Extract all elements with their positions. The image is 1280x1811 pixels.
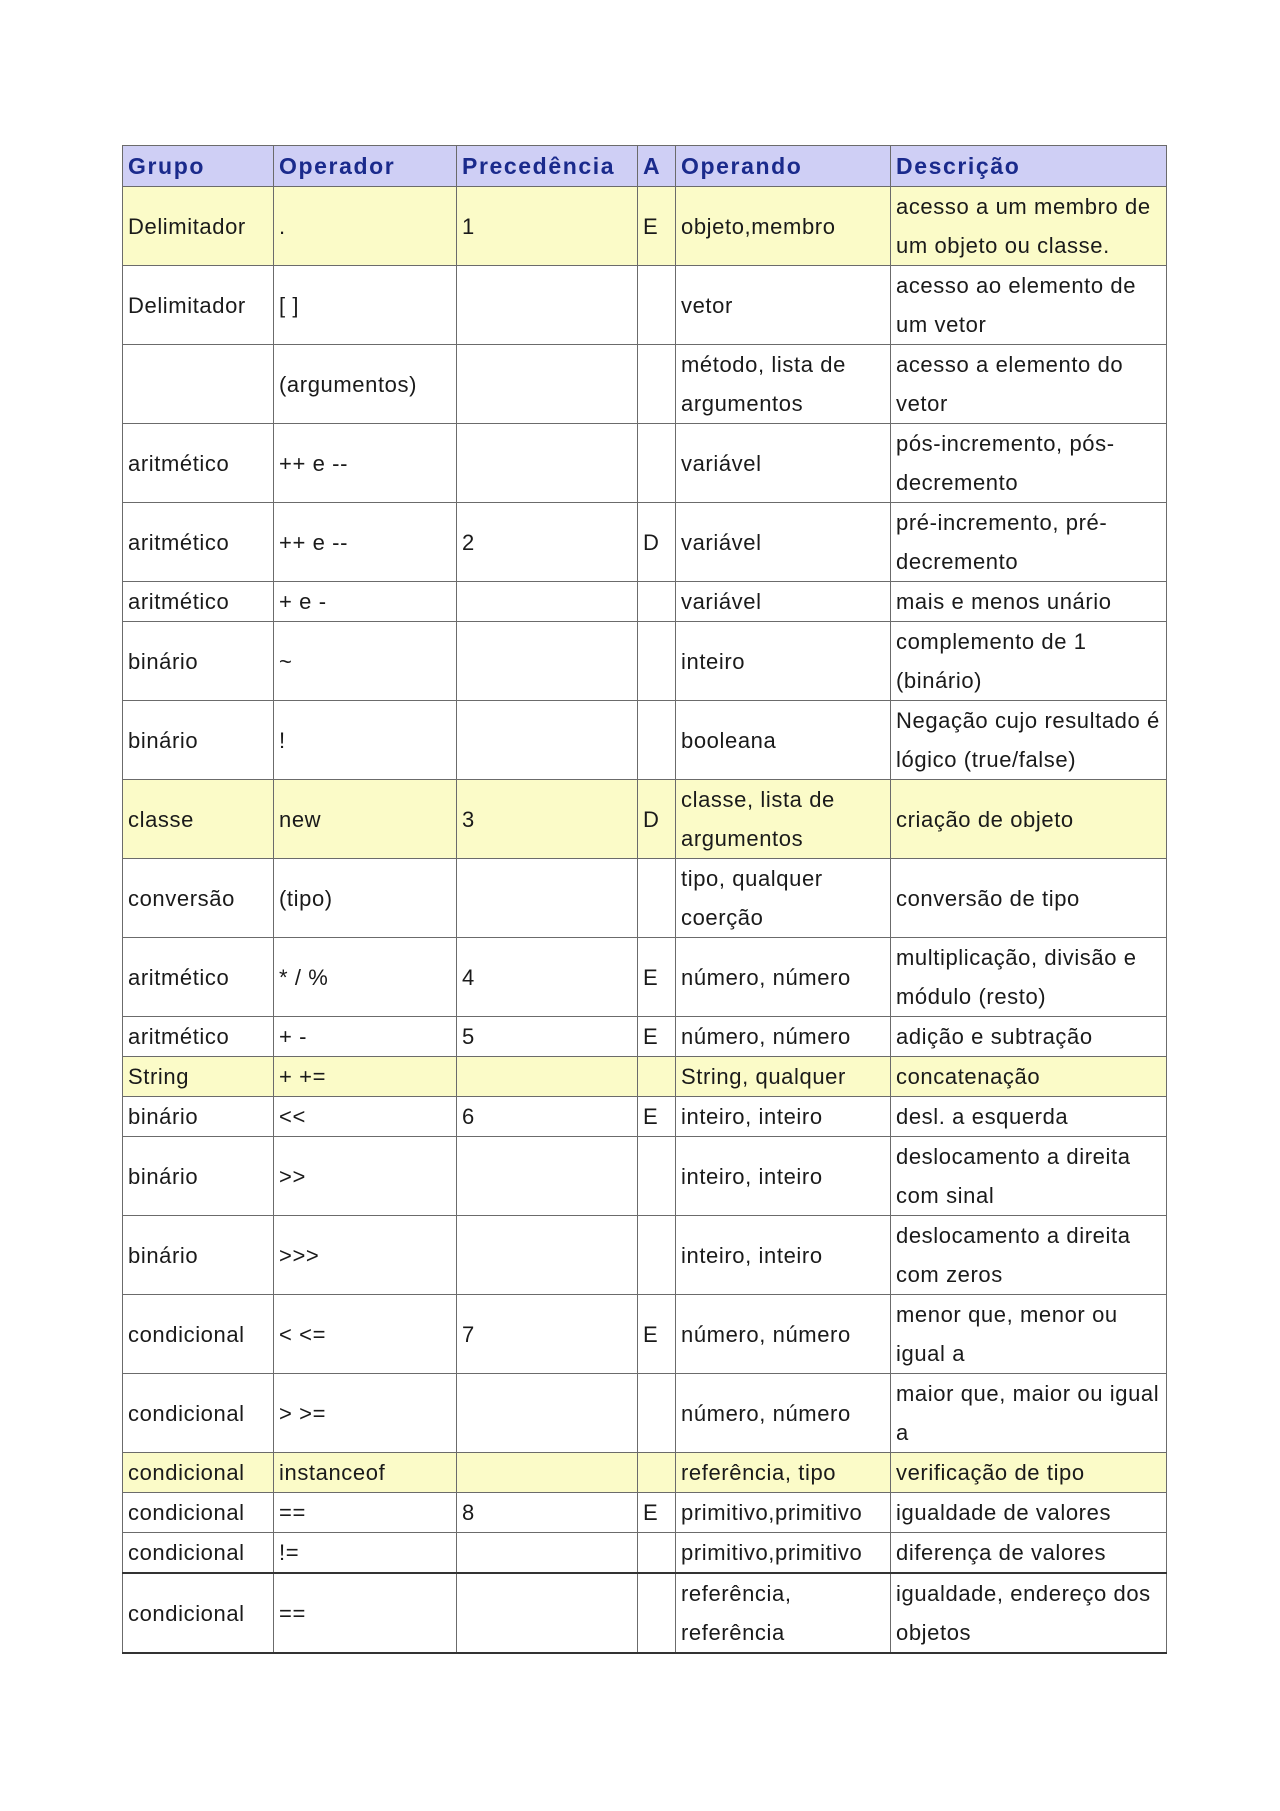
cell-associatividade: E [638, 938, 676, 1017]
cell-operador: > >= [274, 1374, 457, 1453]
cell-grupo: condicional [123, 1374, 274, 1453]
table-row [123, 503, 1167, 582]
cell-associatividade [638, 1137, 676, 1216]
cell-operando: primitivo,primitivo [676, 1533, 891, 1574]
table-row [123, 1493, 1167, 1533]
cell-operador: new [274, 780, 457, 859]
cell-operando: objeto,membro [676, 187, 891, 266]
cell-associatividade [638, 266, 676, 345]
cell-operador: ++ e -- [274, 503, 457, 582]
cell-operando: método, lista de argumentos [676, 345, 891, 424]
cell-operando: número, número [676, 1374, 891, 1453]
table-row [123, 1453, 1167, 1493]
cell-grupo: binário [123, 1137, 274, 1216]
cell-precedencia: 3 [457, 780, 638, 859]
table-row [123, 266, 1167, 345]
cell-operador: + e - [274, 582, 457, 622]
cell-descricao: maior que, maior ou igual a [891, 1374, 1167, 1453]
cell-operando: primitivo,primitivo [676, 1493, 891, 1533]
cell-operador: + += [274, 1057, 457, 1097]
cell-precedencia: 1 [457, 187, 638, 266]
cell-operador: != [274, 1533, 457, 1574]
table-header [123, 146, 1167, 187]
cell-associatividade [638, 345, 676, 424]
cell-operador: ! [274, 701, 457, 780]
table-row [123, 1573, 1167, 1653]
cell-grupo: binário [123, 1097, 274, 1137]
table-row [123, 1137, 1167, 1216]
cell-operador: == [274, 1573, 457, 1653]
cell-descricao: criação de objeto [891, 780, 1167, 859]
cell-operador: == [274, 1493, 457, 1533]
cell-operando: inteiro [676, 622, 891, 701]
cell-associatividade [638, 424, 676, 503]
cell-precedencia: 7 [457, 1295, 638, 1374]
table-row [123, 1017, 1167, 1057]
cell-grupo: aritmético [123, 1017, 274, 1057]
cell-operando: número, número [676, 938, 891, 1017]
cell-descricao: deslocamento a direita com sinal [891, 1137, 1167, 1216]
cell-grupo: classe [123, 780, 274, 859]
cell-operando: referência, referência [676, 1573, 891, 1653]
cell-descricao: diferença de valores [891, 1533, 1167, 1574]
cell-precedencia: 2 [457, 503, 638, 582]
cell-operador: (tipo) [274, 859, 457, 938]
cell-descricao: adição e subtração [891, 1017, 1167, 1057]
cell-operador: >>> [274, 1216, 457, 1295]
cell-grupo: condicional [123, 1573, 274, 1653]
cell-descricao: acesso ao elemento de um vetor [891, 266, 1167, 345]
cell-operador: . [274, 187, 457, 266]
cell-associatividade [638, 1374, 676, 1453]
cell-precedencia: 6 [457, 1097, 638, 1137]
cell-grupo: condicional [123, 1295, 274, 1374]
cell-precedencia [457, 859, 638, 938]
cell-precedencia [457, 424, 638, 503]
cell-operando: inteiro, inteiro [676, 1137, 891, 1216]
cell-operando: número, número [676, 1017, 891, 1057]
cell-operador: [ ] [274, 266, 457, 345]
table-row [123, 345, 1167, 424]
cell-associatividade: E [638, 187, 676, 266]
cell-associatividade [638, 701, 676, 780]
cell-precedencia [457, 582, 638, 622]
cell-associatividade [638, 1533, 676, 1574]
cell-grupo: binário [123, 701, 274, 780]
cell-descricao: igualdade de valores [891, 1493, 1167, 1533]
cell-associatividade [638, 1216, 676, 1295]
table-row [123, 1374, 1167, 1453]
cell-precedencia [457, 1573, 638, 1653]
table-row [123, 938, 1167, 1017]
cell-operador: ~ [274, 622, 457, 701]
header-associatividade: A [638, 146, 676, 187]
table-row [123, 1097, 1167, 1137]
cell-associatividade: E [638, 1017, 676, 1057]
cell-associatividade [638, 582, 676, 622]
cell-precedencia [457, 701, 638, 780]
cell-operador: < <= [274, 1295, 457, 1374]
cell-grupo: condicional [123, 1453, 274, 1493]
cell-descricao: mais e menos unário [891, 582, 1167, 622]
header-grupo: Grupo [123, 146, 274, 187]
cell-precedencia [457, 622, 638, 701]
table-row [123, 1533, 1167, 1574]
cell-precedencia [457, 1216, 638, 1295]
cell-associatividade: E [638, 1493, 676, 1533]
cell-descricao: verificação de tipo [891, 1453, 1167, 1493]
cell-descricao: conversão de tipo [891, 859, 1167, 938]
header-precedencia: Precedência [457, 146, 638, 187]
cell-operando: vetor [676, 266, 891, 345]
cell-operador: ++ e -- [274, 424, 457, 503]
cell-operando: classe, lista de argumentos [676, 780, 891, 859]
cell-grupo: binário [123, 1216, 274, 1295]
cell-grupo: conversão [123, 859, 274, 938]
cell-grupo: condicional [123, 1493, 274, 1533]
table-row [123, 582, 1167, 622]
table-row [123, 701, 1167, 780]
cell-grupo: condicional [123, 1533, 274, 1574]
cell-grupo: aritmético [123, 582, 274, 622]
cell-operador: instanceof [274, 1453, 457, 1493]
cell-operando: String, qualquer [676, 1057, 891, 1097]
cell-operador: << [274, 1097, 457, 1137]
cell-associatividade [638, 1057, 676, 1097]
cell-grupo: String [123, 1057, 274, 1097]
cell-descricao: acesso a um membro de um objeto ou classe. [891, 187, 1167, 266]
cell-precedencia [457, 1453, 638, 1493]
cell-precedencia [457, 266, 638, 345]
cell-associatividade [638, 859, 676, 938]
cell-associatividade: D [638, 503, 676, 582]
table-row [123, 622, 1167, 701]
header-operador: Operador [274, 146, 457, 187]
cell-operador: * / % [274, 938, 457, 1017]
header-row [123, 146, 1167, 187]
table-row [123, 1057, 1167, 1097]
cell-associatividade [638, 622, 676, 701]
cell-descricao: menor que, menor ou igual a [891, 1295, 1167, 1374]
cell-operando: variável [676, 582, 891, 622]
cell-associatividade: E [638, 1097, 676, 1137]
cell-descricao: concatenação [891, 1057, 1167, 1097]
cell-associatividade: D [638, 780, 676, 859]
cell-descricao: deslocamento a direita com zeros [891, 1216, 1167, 1295]
cell-descricao: desl. a esquerda [891, 1097, 1167, 1137]
table-row [123, 424, 1167, 503]
cell-precedencia [457, 1137, 638, 1216]
cell-grupo: aritmético [123, 424, 274, 503]
cell-descricao: multiplicação, divisão e módulo (resto) [891, 938, 1167, 1017]
cell-descricao: igualdade, endereço dos objetos [891, 1573, 1167, 1653]
cell-grupo [123, 345, 274, 424]
table-body [123, 187, 1167, 1654]
cell-operando: número, número [676, 1295, 891, 1374]
cell-associatividade: E [638, 1295, 676, 1374]
cell-operador: + - [274, 1017, 457, 1057]
cell-descricao: pré-incremento, pré-decremento [891, 503, 1167, 582]
cell-descricao: Negação cujo resultado é lógico (true/false) [891, 701, 1167, 780]
cell-grupo: aritmético [123, 503, 274, 582]
cell-precedencia [457, 1057, 638, 1097]
cell-operando: booleana [676, 701, 891, 780]
cell-precedencia: 8 [457, 1493, 638, 1533]
cell-precedencia [457, 1533, 638, 1574]
cell-precedencia [457, 345, 638, 424]
table-row [123, 1216, 1167, 1295]
cell-precedencia [457, 1374, 638, 1453]
cell-operando: referência, tipo [676, 1453, 891, 1493]
operator-precedence-table [122, 145, 1167, 1654]
cell-grupo: Delimitador [123, 187, 274, 266]
cell-operando: variável [676, 424, 891, 503]
table-row [123, 1295, 1167, 1374]
table-row [123, 780, 1167, 859]
table-row [123, 859, 1167, 938]
cell-operador: (argumentos) [274, 345, 457, 424]
cell-grupo: Delimitador [123, 266, 274, 345]
cell-operando: inteiro, inteiro [676, 1216, 891, 1295]
cell-grupo: aritmético [123, 938, 274, 1017]
header-operando: Operando [676, 146, 891, 187]
cell-operando: inteiro, inteiro [676, 1097, 891, 1137]
header-descricao: Descrição [891, 146, 1167, 187]
cell-precedencia: 5 [457, 1017, 638, 1057]
table-row [123, 187, 1167, 266]
cell-operando: variável [676, 503, 891, 582]
cell-grupo: binário [123, 622, 274, 701]
cell-descricao: acesso a elemento do vetor [891, 345, 1167, 424]
cell-descricao: complemento de 1 (binário) [891, 622, 1167, 701]
cell-precedencia: 4 [457, 938, 638, 1017]
cell-operador: >> [274, 1137, 457, 1216]
cell-descricao: pós-incremento, pós-decremento [891, 424, 1167, 503]
cell-associatividade [638, 1573, 676, 1653]
cell-operando: tipo, qualquer coerção [676, 859, 891, 938]
cell-associatividade [638, 1453, 676, 1493]
